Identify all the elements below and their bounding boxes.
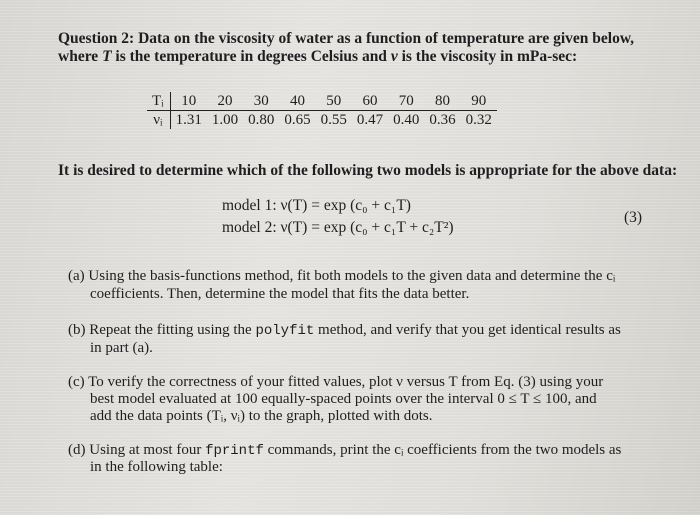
q2-nu: ν [390,48,398,65]
table-cell-nu: 0.36 [429,112,456,128]
part-c-line2: best model evaluated at 100 equally-spaced points over the interval 0 ≤ T ≤ 100, and [90,391,597,407]
table-cell-nu: 0.40 [393,112,420,128]
question-header-line [58,30,634,48]
part-a-line2: coefficients. Then, determine the model that fits the data better. [90,286,470,302]
table-header-nu: νᵢ [147,111,170,130]
table-cell-T: 70 [388,92,424,111]
table-cell-T: 90 [461,92,497,111]
polyfit-code: polyfit [255,323,315,339]
table-cell-T: 10 [170,92,207,111]
table-row-viscosity [147,111,497,130]
table-cell-T: 30 [243,92,279,111]
part-d-pre: (d) Using at most four [68,442,206,458]
table-cell-nu: 1.00 [211,112,239,128]
part-b-post: method, and verify that you get identical results as [314,322,621,338]
question-text-line2 [58,48,577,66]
model-1-equation: model 1: ν(T) = exp (c₀ + c₁T) [222,197,411,214]
q2-mid: is the temperature in degrees Celsius and [111,48,391,65]
part-c-line3: add the data points (Tᵢ, νᵢ) to the graph, plotted with dots. [90,408,433,424]
table-row-temperature [147,92,497,111]
q2-pre: where [58,48,103,65]
part-d-post: commands, print the cᵢ coefficients from the two models as [263,442,622,458]
question-label: Question 2: [58,30,135,47]
table-cell-nu: 1.31 [175,112,202,128]
equation-number: (3) [624,209,643,226]
q2-T: T [102,48,112,65]
table-cell-T: 50 [316,92,352,111]
table-cell-nu: 0.32 [465,112,492,128]
table-cell-T: 40 [279,92,315,111]
fprintf-code: fprintf [205,443,264,459]
table-cell-nu: 0.47 [356,112,384,128]
part-b-pre: (b) Repeat the fitting using the [68,322,256,338]
part-d-line1 [68,442,621,460]
part-b-line2: in part (a). [90,340,153,356]
table-cell-T: 60 [352,92,388,111]
part-a-line1: (a) Using the basis-functions method, fit both models to the given data and determine the cᵢ [68,268,616,284]
q2-post: is the viscosity in mPa-sec: [397,48,578,65]
table-cell-nu: 0.55 [320,112,347,128]
table-header-T: Tᵢ [147,92,170,111]
table-cell-nu: 0.65 [284,112,311,128]
part-c-line1: (c) To verify the correctness of your fitted values, plot ν versus T from Eq. (3) using your [68,374,604,390]
table-cell-nu: 0.80 [248,112,275,128]
model-2-equation: model 2: ν(T) = exp (c₀ + c₁T + c₂T²) [222,219,454,236]
part-b-line1 [68,322,621,340]
table-cell-T: 80 [424,92,460,111]
question-text-line1: Data on the viscosity of water as a function of temperature are given below, [138,30,635,47]
intro-text: It is desired to determine which of the following two models is appropriate for the above data: [58,162,678,179]
viscosity-data-table [147,92,497,129]
table-cell-T: 20 [207,92,243,111]
part-d-line2: in the following table: [90,459,223,475]
